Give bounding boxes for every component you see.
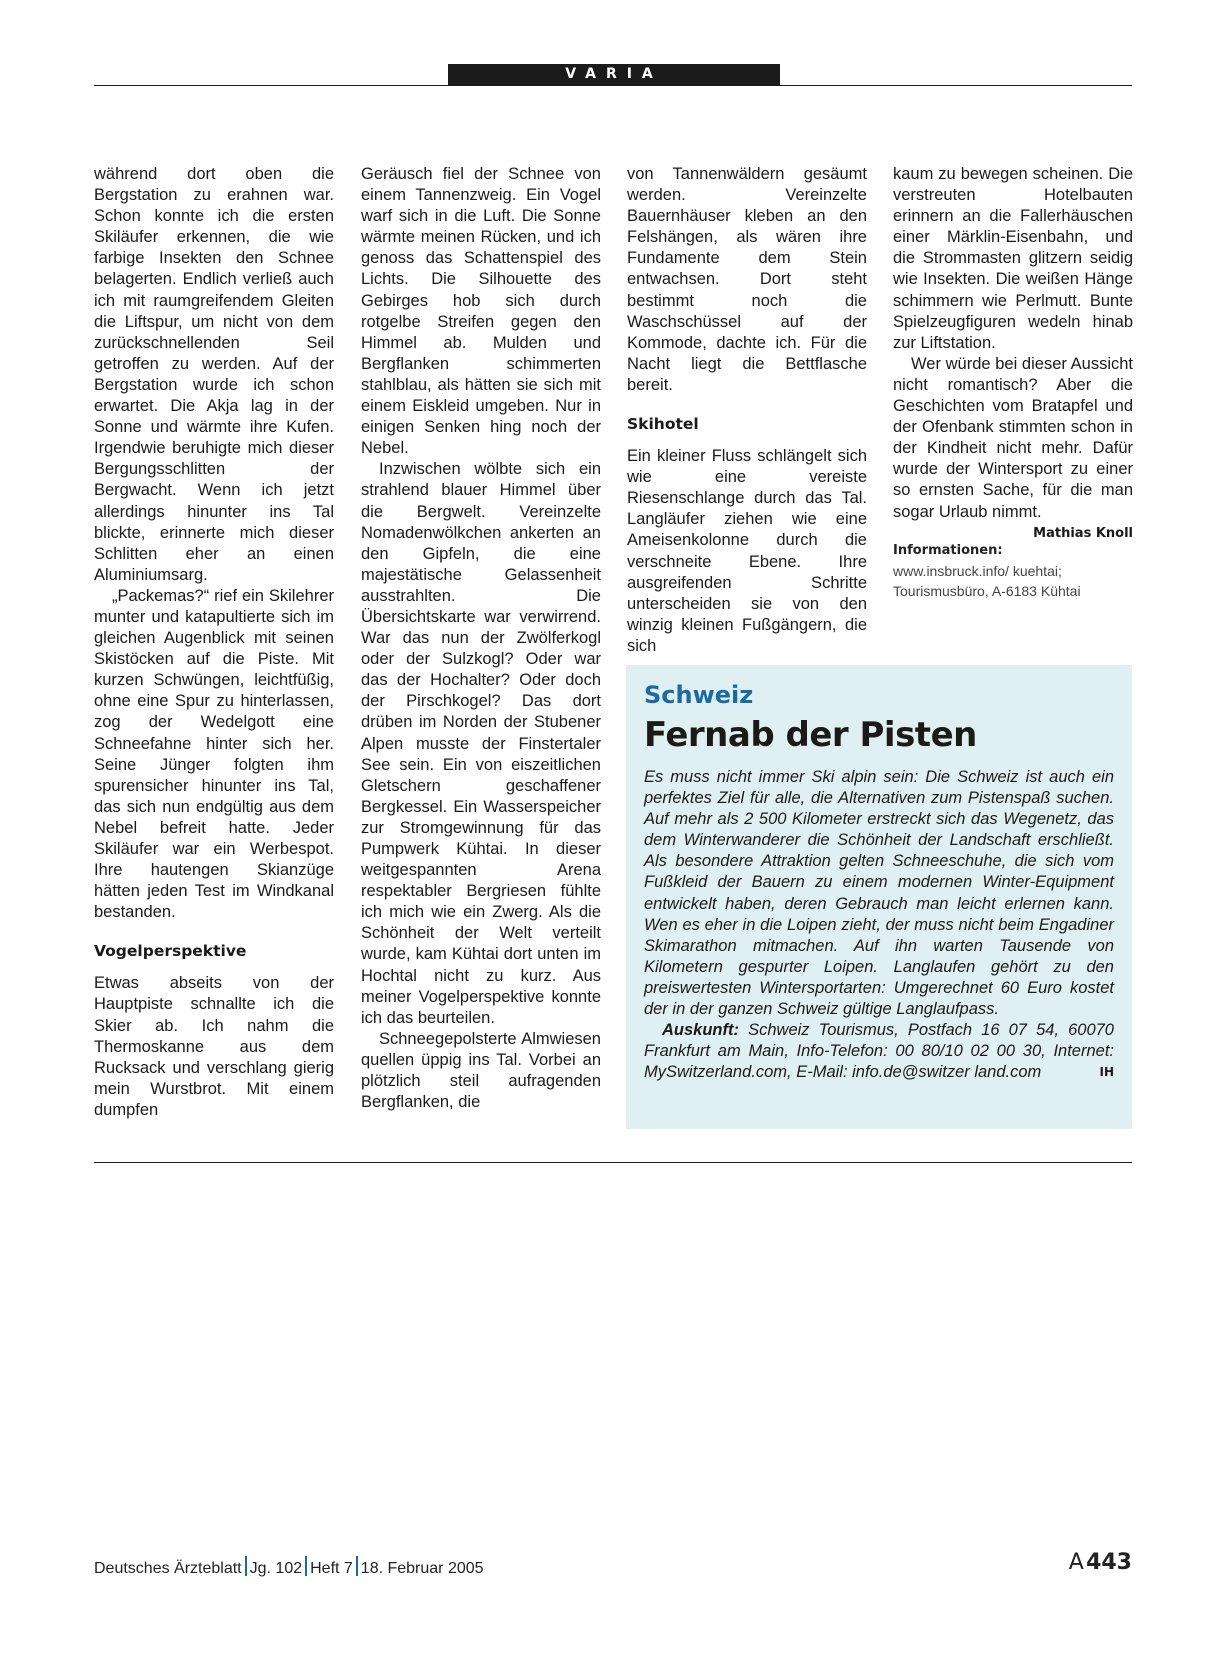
footer-journal: Deutsches Ärzteblatt: [94, 1560, 242, 1577]
footer-separator: [305, 1556, 307, 1576]
article-column-3: [627, 164, 867, 657]
subheading-vogelperspektive: Vogelperspektive: [94, 942, 247, 961]
sidebar-box-schweiz: [626, 665, 1132, 1129]
footer-date: 18. Februar 2005: [360, 1560, 484, 1577]
article-column-1: [94, 164, 334, 1121]
column-4-paragraph-2-text: Wer würde bei dieser Aussicht nicht romantisch? Aber die Geschichten vom Bratapfel und der Ofenbank stimmten schon in der Kindheit nicht mehr. Dafür wurde der Wintersport zu einer so ernsten Sache, für die man sogar Urlaub nimmt.: [893, 354, 1133, 521]
header-rule: [94, 85, 1132, 86]
article-author: Mathias Knoll: [1033, 525, 1133, 541]
page-prefix: A: [1068, 1550, 1084, 1575]
footer-separator: [245, 1556, 247, 1576]
column-4-paragraph-2: [893, 354, 1133, 541]
article-column-2: [361, 164, 601, 1113]
page-footer: [94, 1556, 484, 1578]
column-2-paragraph-1: Geräusch fiel der Schnee von einem Tannenzweig. Ein Vogel warf sich in die Luft. Die Sonne wärmte meinen Rücken, und ich genoss das Schattenspiel des Lichts. Die Silhouette des Gebirges hob sich durch rotgelbe Streifen gegen den Himmel ab. Mulden und Bergflanken schimmerten stahlblau, als hätten sie sich mit einem Eiskleid umgeben. Nur in einigen Senken hing noch der Nebel.: [361, 165, 601, 458]
footer-issue: Heft 7: [310, 1560, 353, 1577]
column-3-paragraph-1: von Tannenwäldern gesäumt werden. Vereinzelte Bauernhäuser kleben an den Felshängen, als wären ihre Fundamente dem Stein entwachsen. Dort steht bestimmt noch die Waschschüssel auf der Kommode, dachte ich. Für die Nacht liegt die Bettflasche bereit.: [627, 165, 867, 394]
page-number: [1069, 1550, 1132, 1575]
footer-volume: Jg. 102: [249, 1560, 303, 1577]
box-body: Es muss nicht immer Ski alpin sein: Die Schweiz ist auch ein perfektes Ziel für alle, die Alternativen zum Pistenspaß suchen. Auf mehr als 2 500 Kilometer erstreckt sich das Wegenetz, das dem Winterwanderer die Schönheit der Landschaft erschließt. Als besondere Attraktion gelten Schneeschuhe, die sich vom Fußkleid der Bauern zu einem modernen Winter-Equipment entwickelt haben, deren Gebrauch man leicht erlernen kann. Wen es eher in die Loipen zieht, der muss nicht beim Engadiner Skimarathon mitmachen. Auf ihn warten Tausende von Kilometern gespurter Loipen. Langlaufen gehört zu den preiswertesten Wintersportarten: Umgerechnet 60 Euro kostet der in der ganzen Schweiz gültige Langlaufpass.: [644, 768, 1114, 1019]
info-label: Informationen:: [893, 542, 1003, 558]
box-author: IH: [1099, 1065, 1114, 1080]
subheading-skihotel: Skihotel: [627, 415, 699, 434]
column-1-paragraph-2: „Packemas?“ rief ein Skilehrer munter und katapultierte sich im gleichen Augenblick mit seinen Skistöcken auf die Piste. Mit kurzen Schwüngen, leichtfüßig, ohne eine Spur zu hinterlassen, zog der Wedelgott eine Schneefahne hinter sich her. Seine Jünger folgten ihm spurensicher hinunter ins Tal, das sich nun endgültig aus dem Nebel befreit hatte. Jeder Skiläufer war ein Werbespot. Ihre hautengen Skianzüge hätten jeden Test im Windkanal bestanden.: [94, 586, 334, 922]
info-text: www.insbruck.info/ kuehtai; Tourismusbüro, A-6183 Kühtai: [893, 562, 1081, 599]
column-3-paragraph-2: Ein kleiner Fluss schlängelt sich wie eine vereiste Riesenschlange durch das Tal. Langläufer ziehen wie eine Ameisenkolonne durch die verschneite Ebene. Ihre ausgreifenden Schritte unterscheiden sie von den winzig kleinen Fußgängern, die sich: [627, 447, 867, 655]
article-column-4: [893, 164, 1133, 601]
footer-separator: [356, 1556, 358, 1576]
box-contact-text: Schweiz Tourismus, Postfach 16 07 54, 60070 Frankfurt am Main, Info-Telefon: 00 80/10 02 00 30, Internet: MySwitzerland.com, E-Mail: info.de@switzer land.com: [644, 1021, 1114, 1082]
section-header: VARIA: [448, 64, 780, 85]
box-contact-label: Auskunft:: [662, 1021, 739, 1040]
column-1-paragraph-3: Etwas abseits von der Hauptpiste schnallte ich die Skier ab. Ich nahm die Thermoskanne aus dem Rucksack und verschlang gierig mein Wurstbrot. Mit einem dumpfen: [94, 974, 334, 1119]
box-contact: [644, 1020, 1114, 1083]
column-2-paragraph-2: Inzwischen wölbte sich ein strahlend blauer Himmel über die Bergwelt. Vereinzelte Nomadenwölkchen ankerten an den Gipfeln, die eine majestätische Gelassenheit ausstrahlten. Die Übersichtskarte war verwirrend. War das nun der Zwölferkogl oder der Sulzkogl? Oder war das der Hochalter? Oder doch der Pirschkogel? Das dort drüben im Norden der Stubener Alpen musste der Finstertaler See sein. Ein von eiszeitlichen Gletschern geschaffener Bergkessel. Ein Wasserspeicher zur Stromgewinnung für das Pumpwerk Kühtai. In dieser weitgespannten Arena respektabler Bergriesen fühlte ich mich wie ein Zwerg. Als die Schönheit der Welt verteilt wurde, kam Kühtai dort unten im Hochtal nicht zu kurz. Aus meiner Vogelperspektive konnte ich das beurteilen.: [361, 460, 601, 1027]
footer-rule: [94, 1162, 1132, 1163]
info-note: [893, 539, 1133, 601]
column-2-paragraph-3: Schneegepolsterte Almwiesen quellen üppig ins Tal. Vorbei an plötzlich steil aufragenden Bergflanken, die: [361, 1029, 601, 1112]
page-number-value: 443: [1086, 1550, 1132, 1575]
box-kicker: Schweiz: [644, 681, 754, 709]
column-4-paragraph-1: kaum zu bewegen scheinen. Die verstreuten Hotelbauten erinnern an die Fallerhäuschen einer Märklin-Eisenbahn, und die Strommasten glitzern seidig wie Insekten. Die weißen Hänge schimmern wie Perlmutt. Bunte Spielzeugfiguren wedeln hinab zur Liftstation.: [893, 165, 1133, 352]
box-title: Fernab der Pisten: [644, 715, 977, 755]
column-1-paragraph-1: während dort oben die Bergstation zu erahnen war. Schon konnte ich die ersten Skiläufer erkennen, die wie farbige Insekten den Schnee belagerten. Endlich verließ auch ich mit raumgreifendem Gleiten die Liftspur, um nicht von dem zurückschnellenden Seil getroffen zu werden. Auf der Bergstation wurde ich schon erwartet. Die Akja lag in der Sonne und wärmte ihre Kufen. Irgendwie beruhigte mich dieser Bergungsschlitten der Bergwacht. Wenn ich jetzt allerdings hinunter ins Tal blickte, erinnerte mich dieser Schlitten eher an einen Aluminiumsarg.: [94, 165, 334, 584]
